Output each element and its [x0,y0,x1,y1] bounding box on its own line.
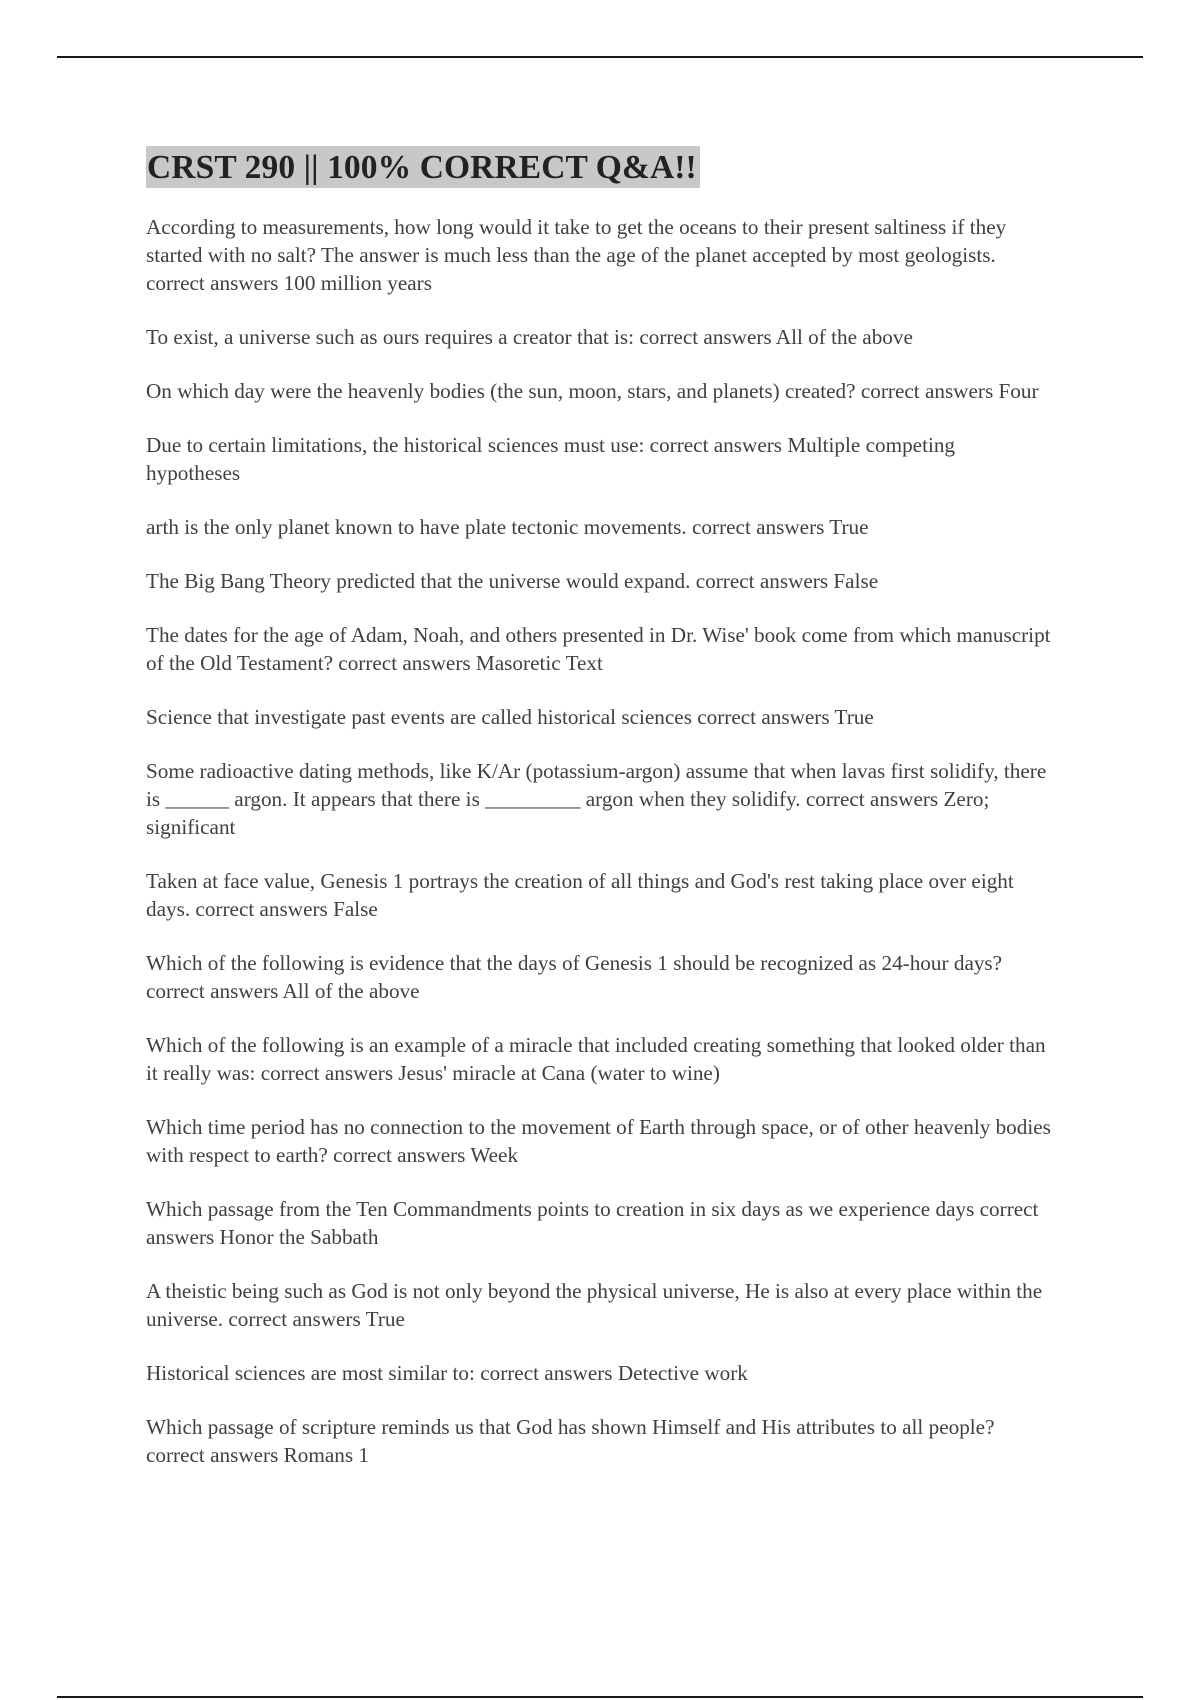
qa-item: The dates for the age of Adam, Noah, and others presented in Dr. Wise' book come from which manuscript of the Old Testament? correct answers Masoretic Text [146,623,1051,675]
qa-item: Which of the following is evidence that the days of Genesis 1 should be recognized as 24-hour days? correct answers All of the above [146,951,1003,1003]
qa-item: Which time period has no connection to the movement of Earth through space, or of other heavenly bodies with respect to earth? correct answers Week [146,1115,1051,1167]
qa-list [146,213,1051,1469]
qa-item: Which passage of scripture reminds us that God has shown Himself and His attributes to all people? correct answers Romans 1 [146,1415,995,1467]
qa-item: Which of the following is an example of a miracle that included creating something that looked older than it really was: correct answers Jesus' miracle at Cana (water to wine) [146,1033,1046,1085]
top-divider [57,56,1143,58]
bottom-divider [57,1696,1143,1698]
qa-item: Which passage from the Ten Commandments points to creation in six days as we experience days correct answers Honor the Sabbath [146,1197,1039,1249]
qa-item: Historical sciences are most similar to: correct answers Detective work [146,1361,748,1385]
qa-item: To exist, a universe such as ours requires a creator that is: correct answers All of the above [146,325,913,349]
qa-item: Taken at face value, Genesis 1 portrays the creation of all things and God's rest taking place over eight days. correct answers False [146,869,1014,921]
document-body [146,146,1051,1495]
page-title: CRST 290 || 100% CORRECT Q&A!! [146,146,700,188]
qa-item: On which day were the heavenly bodies (the sun, moon, stars, and planets) created? correct answers Four [146,379,1039,403]
qa-item: Due to certain limitations, the historical sciences must use: correct answers Multiple competing hypotheses [146,433,956,485]
qa-item: arth is the only planet known to have plate tectonic movements. correct answers True [146,515,869,539]
qa-item: Science that investigate past events are called historical sciences correct answers True [146,705,874,729]
qa-item: The Big Bang Theory predicted that the universe would expand. correct answers False [146,569,879,593]
qa-item: A theistic being such as God is not only beyond the physical universe, He is also at every place within the universe. correct answers True [146,1279,1043,1331]
qa-item: Some radioactive dating methods, like K/Ar (potassium-argon) assume that when lavas first solidify, there is ______ argon. It appears that there is _________ argon when they solidify. correct answers Zero; significant [146,759,1047,839]
qa-item: According to measurements, how long would it take to get the oceans to their present saltiness if they started with no salt? The answer is much less than the age of the planet accepted by most geologists. correct answers 100 million years [146,215,1007,295]
